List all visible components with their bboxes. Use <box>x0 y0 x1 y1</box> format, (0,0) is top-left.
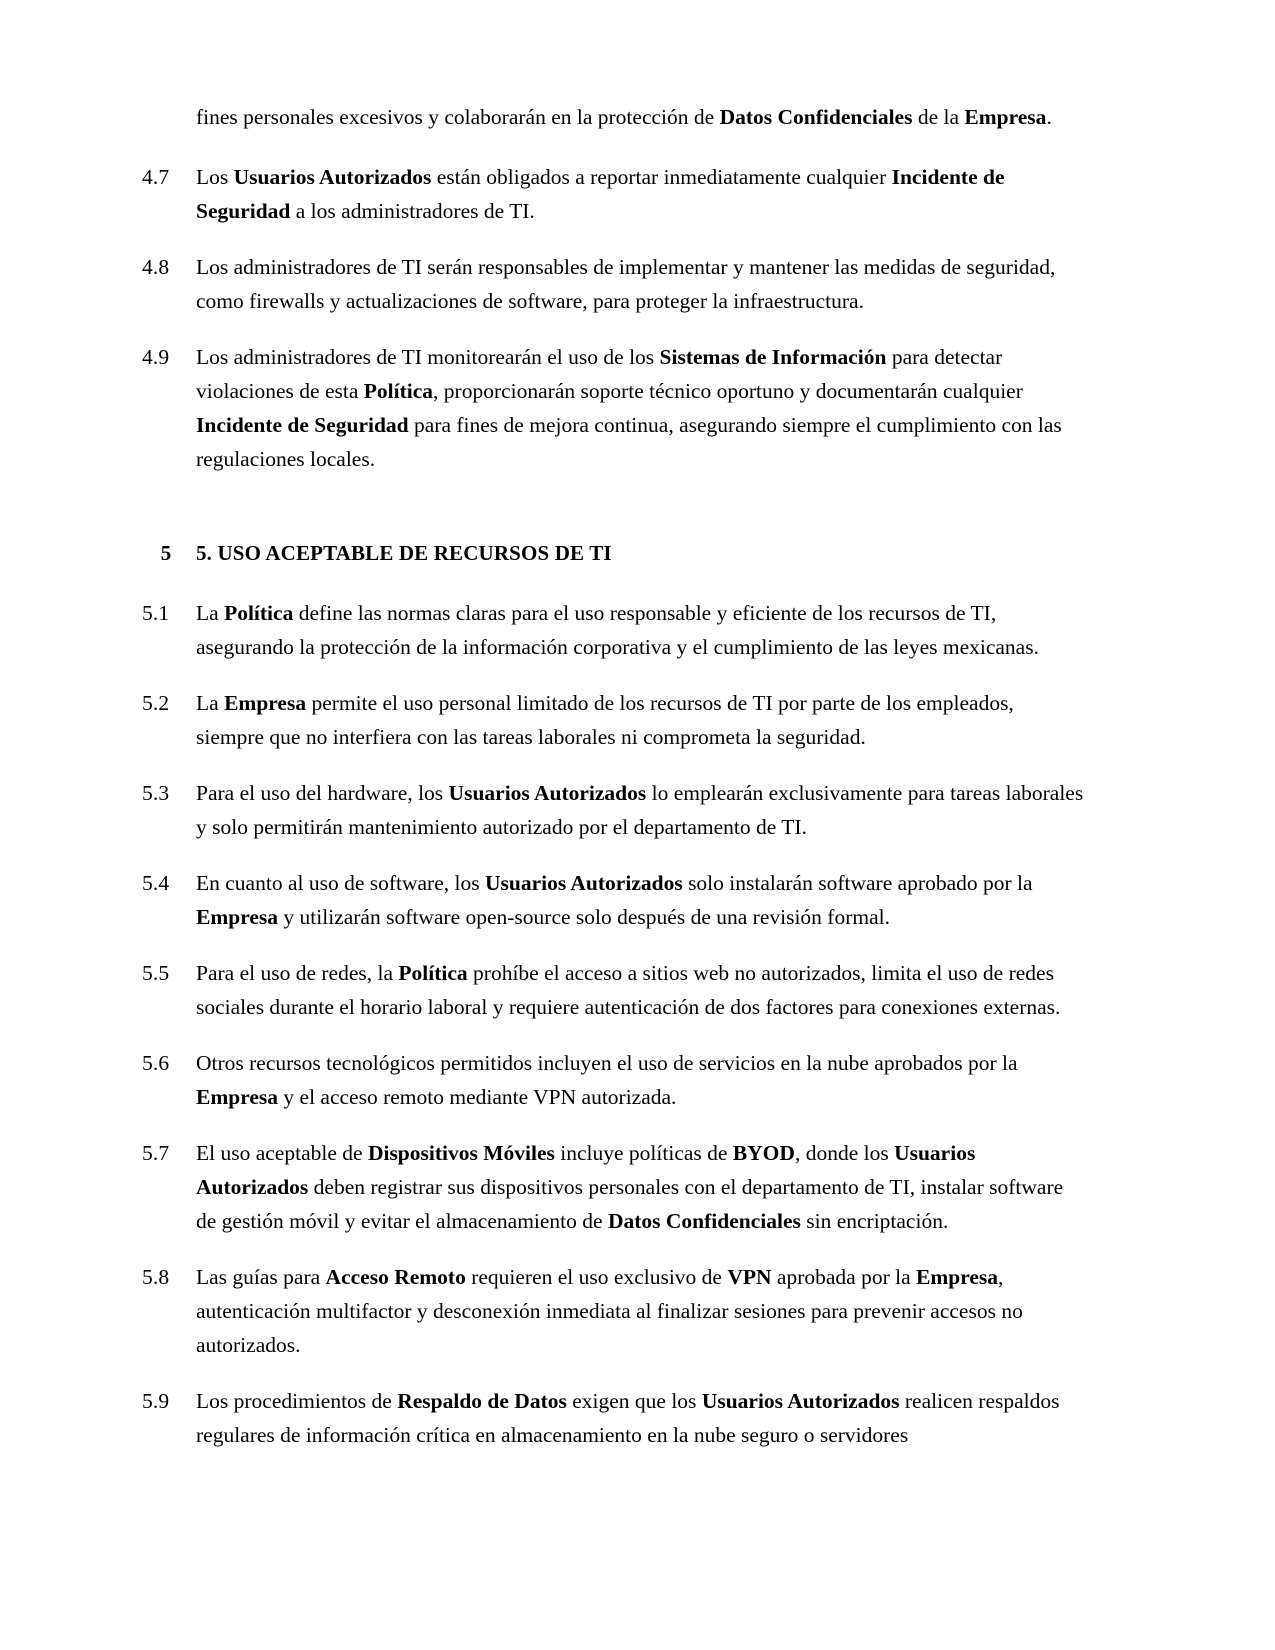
clause-text: Los administradores de TI serán responsables de implementar y mantener las medidas de seguridad, como firewalls y actualizaciones de software, para proteger la infraestructura. <box>196 255 1056 313</box>
clause-5-6 <box>142 1046 1087 1114</box>
clause-number: 5.2 <box>142 691 170 715</box>
clause-number: 5.9 <box>142 1389 170 1413</box>
clause-number: 5.7 <box>142 1141 170 1165</box>
clause-number: 4.7 <box>142 165 170 189</box>
clause-text: La Empresa permite el uso personal limitado de los recursos de TI por parte de los empleados, siempre que no interfiera con las tareas laborales ni comprometa la seguridad. <box>196 691 1014 749</box>
clause-4-8 <box>142 250 1087 318</box>
clause-number: 5.1 <box>142 601 170 625</box>
clause-text: Para el uso del hardware, los Usuarios Autorizados lo emplearán exclusivamente para tareas laborales y solo permitirán mantenimiento autorizado por el departamento de TI. <box>196 781 1084 839</box>
clause-number: 5.3 <box>142 781 170 805</box>
clause-5-5 <box>142 956 1087 1024</box>
section-heading-5 <box>142 538 1087 568</box>
clause-text: La Política define las normas claras para el uso responsable y eficiente de los recursos de TI, asegurando la protección de la información corporativa y el cumplimiento de las leyes mexicanas. <box>196 601 1039 659</box>
clause-text: Los administradores de TI monitorearán el uso de los Sistemas de Información para detectar violaciones de esta Política, proporcionarán soporte técnico oportuno y documentarán cualquier Incidente de Seguridad para fines de mejora continua, asegurando siempre el cumplimiento con las regulaciones locales. <box>196 345 1062 471</box>
clause-4-9 <box>142 340 1087 476</box>
clause-5-3 <box>142 776 1087 844</box>
clause-text: Otros recursos tecnológicos permitidos incluyen el uso de servicios en la nube aprobados por la Empresa y el acceso remoto mediante VPN autorizada. <box>196 1051 1018 1109</box>
clause-text: El uso aceptable de Dispositivos Móviles incluye políticas de BYOD, donde los Usuarios Autorizados deben registrar sus dispositivos personales con el departamento de TI, instalar software de gestión móvil y evitar el almacenamiento de Datos Confidenciales sin encriptación. <box>196 1141 1064 1233</box>
clause-text: Para el uso de redes, la Política prohíbe el acceso a sitios web no autorizados, limita el uso de redes sociales durante el horario laboral y requiere autenticación de dos factores para conexiones externas. <box>196 961 1061 1019</box>
clause-5-1 <box>142 596 1087 664</box>
clause-5-4 <box>142 866 1087 934</box>
clause-number: 5.6 <box>142 1051 170 1075</box>
clause-5-8 <box>142 1260 1087 1362</box>
clause-text: Las guías para Acceso Remoto requieren el uso exclusivo de VPN aprobada por la Empresa, autenticación multifactor y desconexión inmediata al finalizar sesiones para prevenir accesos no autorizados. <box>196 1265 1023 1357</box>
section-4-clause-list <box>142 160 1087 476</box>
continuation-paragraph-text: fines personales excesivos y colaborarán en la protección de Datos Confidenciales de la Empresa. <box>196 105 1052 129</box>
clause-number: 5.5 <box>142 961 170 985</box>
clause-number: 4.9 <box>142 345 170 369</box>
continuation-paragraph <box>142 100 1087 134</box>
clause-4-7 <box>142 160 1087 228</box>
clause-5-2 <box>142 686 1087 754</box>
clause-text: En cuanto al uso de software, los Usuarios Autorizados solo instalarán software aprobado por la Empresa y utilizarán software open-source solo después de una revisión formal. <box>196 871 1033 929</box>
clause-number: 4.8 <box>142 255 170 279</box>
clause-5-9 <box>142 1384 1087 1452</box>
page-content <box>142 100 1087 1474</box>
section-heading-number: 5 <box>160 541 172 565</box>
clause-text: Los procedimientos de Respaldo de Datos exigen que los Usuarios Autorizados realicen respaldos regulares de información crítica en almacenamiento en la nube seguro o servidores <box>196 1389 1060 1447</box>
clause-5-7 <box>142 1136 1087 1238</box>
clause-text: Los Usuarios Autorizados están obligados a reportar inmediatamente cualquier Incidente de Seguridad a los administradores de TI. <box>196 165 1005 223</box>
clause-number: 5.4 <box>142 871 170 895</box>
section-5-clause-list <box>142 596 1087 1452</box>
clause-number: 5.8 <box>142 1265 170 1289</box>
section-heading-title: 5. USO ACEPTABLE DE RECURSOS DE TI <box>196 541 612 565</box>
